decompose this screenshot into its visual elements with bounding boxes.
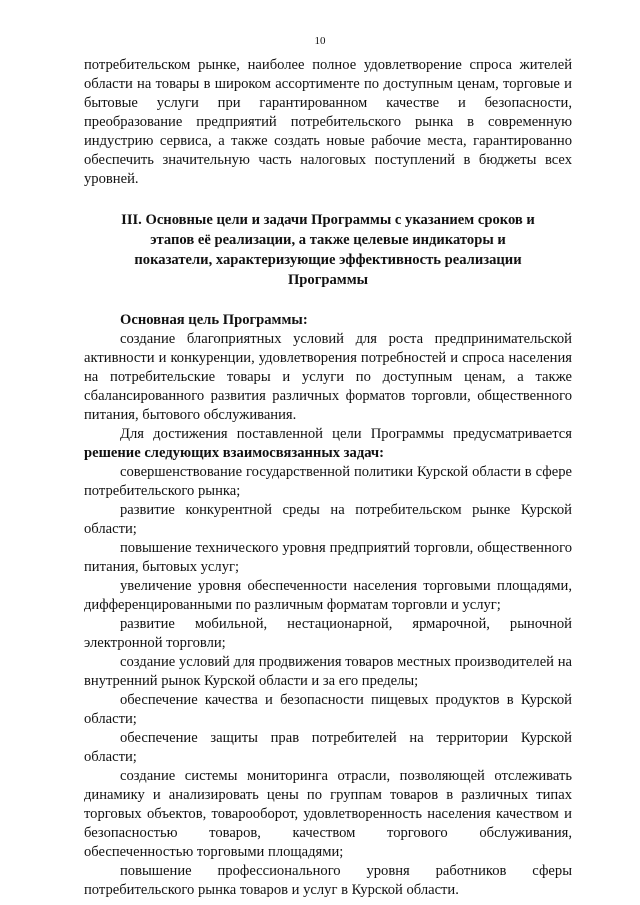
tasks-intro-bold: решение следующих взаимосвязанных задач: (84, 445, 385, 461)
task-item: развитие мобильной, нестационарной, ярмарочной, рыночной электронной торговли; (84, 616, 572, 651)
task-item: создание условий для продвижения товаров местных производителей на внутренний рынок Курской области и за его пределы; (84, 654, 572, 689)
task-item: обеспечение защиты прав потребителей на территории Курской области; (84, 730, 572, 765)
task-item: увеличение уровня обеспеченности населения торговыми площадями, дифференцированными по различным форматам торговли и услуг; (84, 578, 572, 613)
document-body (84, 56, 572, 900)
page-number: 10 (314, 35, 326, 47)
tasks-intro-paragraph (84, 425, 572, 463)
section-heading: III. Основные цели и задачи Программы с указанием сроков и этапов её реализации, а также целевые индикаторы и показатели, характеризующие эффективность реализации Программы (121, 212, 535, 288)
task-item: обеспечение качества и безопасности пищевых продуктов в Курской области; (84, 692, 572, 727)
task-item: повышение профессионального уровня работников сферы потребительского рынка товаров и услуг в Курской области. (84, 863, 572, 898)
task-item: совершенствование государственной политики Курской области в сфере потребительского рынка; (84, 464, 572, 499)
task-item: создание системы мониторинга отрасли, позволяющей отслеживать динамику и анализировать цены по группам товаров в различных типах торговых объектов, товарооборот, удовлетворенность населения качеством и безопасностью товаров, качеством торгового обслуживания, обеспеченностью торговыми площадями; (84, 768, 572, 860)
tasks-intro-text: Для достижения поставленной цели Программы предусматривается (120, 426, 572, 442)
task-item: повышение технического уровня предприятий торговли, общественного питания, бытовых услуг; (84, 540, 572, 575)
task-item: развитие конкурентной среды на потребительском рынке Курской области; (84, 502, 572, 537)
goal-paragraph: создание благоприятных условий для роста предпринимательской активности и конкуренции, удовлетворения потребностей и спроса населения на потребительские товары и услуги по доступным ценам, а также сбалансированного развития различных форматов торговли, общественного питания, бытового обслуживания. (84, 331, 572, 423)
intro-paragraph: потребительском рынке, наиболее полное удовлетворение спроса жителей области на товары в широком ассортименте по доступным ценам, торговые и бытовые услуги при гарантированном качестве и безопасности, преобразование предприятий потребительского рынка в современную индустрию сервиса, а также создать новые рабочие места, гарантированно обеспечить значительную часть налоговых поступлений в бюджеты всех уровней. (84, 57, 572, 187)
goal-heading: Основная цель Программы: (120, 312, 308, 328)
